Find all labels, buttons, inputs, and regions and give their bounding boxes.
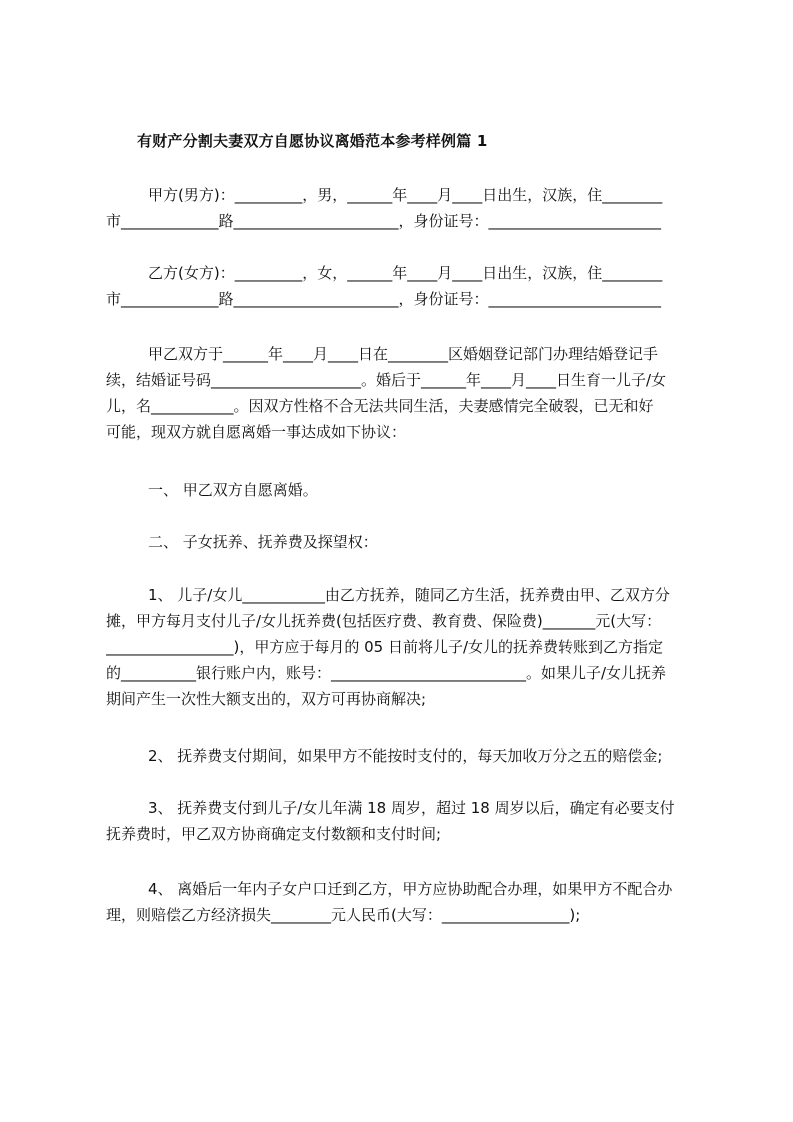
item-4-line-2: 理，则赔偿乙方经济损失________元人民币(大写：_________________); [106, 906, 581, 924]
item-3-line-2: 抚养费时，甲乙双方协商确定支付数额和支付时间; [106, 825, 442, 843]
intro-line-2: 续，结婚证号码____________________。婚后于______年____月____日生育一儿子/女 [106, 371, 667, 389]
intro-line-1: 甲乙双方于______年____月____日在________区婚姻登记部门办理结婚登记手 [148, 345, 659, 363]
item-2-paragraph [106, 743, 706, 769]
document-title: 有财产分割夫妻双方自愿协议离婚范本参考样例篇 1 [137, 132, 488, 150]
item-1-line-5: 期间产生一次性大额支出的，双方可再协商解决; [106, 690, 427, 708]
party-b-paragraph [106, 260, 706, 312]
item-2-line-1: 2、 抚养费支付期间，如果甲方不能按时支付的，每天加收万分之五的赔偿金; [148, 747, 663, 765]
section-2 [106, 529, 706, 555]
intro-line-4: 可能，现双方就自愿离婚一事达成如下协议： [106, 423, 407, 441]
party-a-line-1: 甲方(男方)：_________，男，______年____月____日出生，汉族，住________ [148, 186, 663, 204]
item-1-line-4: 的__________银行账户内，账号：__________________________。如果儿子/女儿抚养 [106, 664, 667, 682]
party-b-line-2: 市_____________路______________________，身份证号：_______________________ [106, 290, 662, 308]
section-2-text: 二、 子女抚养、抚养费及探望权： [148, 533, 378, 551]
party-a-line-2: 市_____________路______________________，身份证号：_______________________ [106, 212, 662, 230]
item-4-line-1: 4、 离婚后一年内子女户口迁到乙方，甲方应协助配合办理，如果甲方不配合办 [148, 880, 673, 898]
item-4-paragraph [106, 876, 706, 928]
section-1 [106, 477, 706, 503]
item-1-paragraph [106, 582, 706, 712]
intro-paragraph [106, 341, 706, 445]
item-1-line-3: _________________)，甲方应于每月的 05 日前将儿子/女儿的抚养费转账到乙方指定 [106, 638, 664, 656]
item-1-line-1: 1、 儿子/女儿___________由乙方抚养，随同乙方生活，抚养费由甲、乙双方分 [148, 586, 670, 604]
item-3-paragraph [106, 795, 706, 847]
party-b-line-1: 乙方(女方)：_________，女，______年____月____日出生，汉族，住________ [148, 264, 663, 282]
section-1-text: 一、 甲乙双方自愿离婚。 [148, 481, 318, 499]
item-3-line-1: 3、 抚养费支付到儿子/女儿年满 18 周岁，超过 18 周岁以后，确定有必要支付 [148, 799, 675, 817]
party-a-paragraph [106, 182, 706, 234]
intro-line-3: 儿，名___________。因双方性格不合无法共同生活，夫妻感情完全破裂，已无和好 [106, 397, 654, 415]
item-1-line-2: 摊，甲方每月支付儿子/女儿抚养费(包括医疗费、教育费、保险费)_______元(大写： [106, 612, 662, 630]
